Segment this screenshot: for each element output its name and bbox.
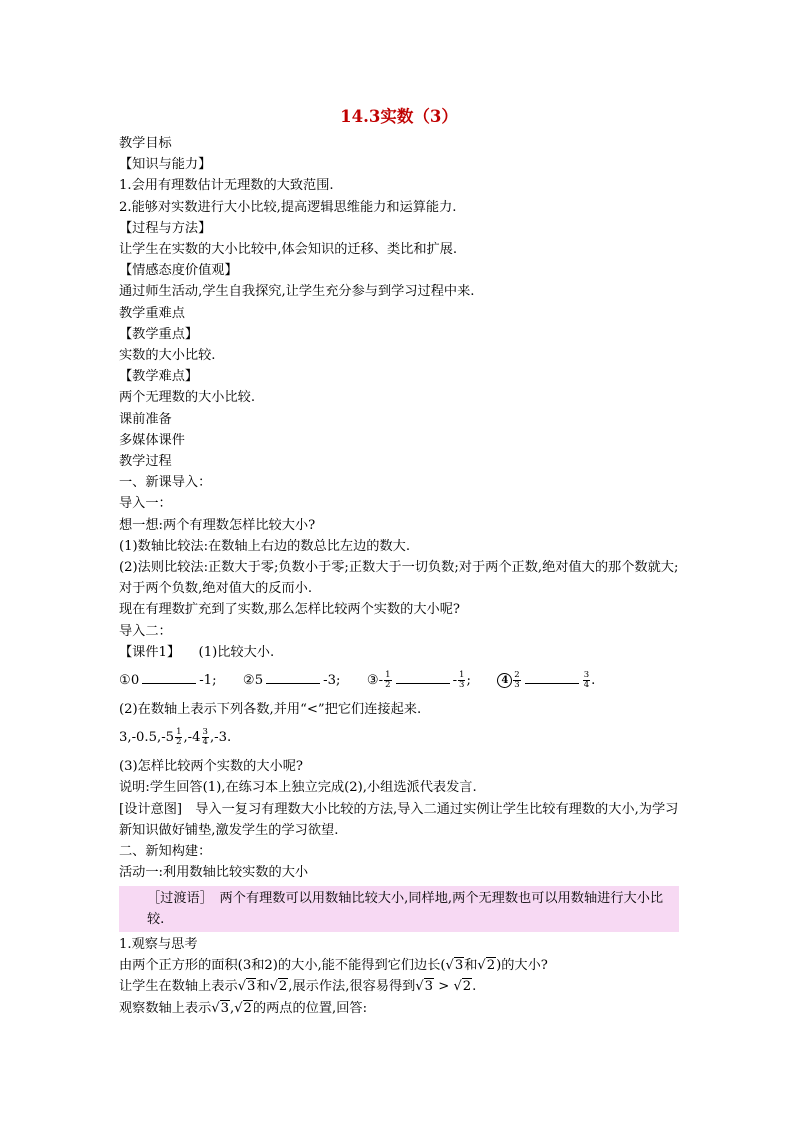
section-heading: 课前准备	[119, 411, 172, 427]
answer-blank[interactable]	[396, 671, 450, 684]
subheading: 1.观察与思考	[119, 936, 198, 952]
paragraph: 观察数轴上表示√3,√2的两点的位置,回答:	[119, 998, 679, 1019]
number-list: 3,-0.5,-5 $\frac{1}{2}$ ,-4 $\frac{3}{4}$ ,-3.	[119, 727, 232, 748]
section-heading: 教学目标	[119, 136, 172, 151]
document-page	[119, 104, 679, 1019]
activity-heading: 活动一:利用数轴比较实数的大小	[119, 865, 309, 881]
fraction: $\frac{3}{4}$	[202, 727, 208, 748]
paragraph: (3)怎样比较两个实数的大小呢?	[119, 759, 303, 775]
transition-highlight: ［过渡语］ 两个有理数可以用数轴比较大小,同样地,两个无理数也可以用数轴进行大小比较.	[119, 886, 679, 932]
fraction: $\frac{1}{3}$	[459, 670, 465, 691]
answer-blank[interactable]	[525, 671, 579, 684]
answer-blank[interactable]	[142, 671, 196, 684]
subheading: 【过程与方法】	[119, 220, 212, 236]
design-intent-paragraph: [设计意图] 导入一复习有理数大小比较的方法,导入二通过实例让学生比较有理数的大小,为学习新知识做好铺垫,激发学生的学习欲望.	[119, 801, 679, 838]
paragraph: 导入一：	[119, 496, 172, 512]
sqrt-expression: √3	[237, 979, 256, 995]
paragraph: 1.会用有理数估计无理数的大致范围.	[119, 178, 334, 194]
paragraph: 通过师生活动,学生自我探究,让学生充分参与到学习过程中来.	[119, 284, 475, 300]
paragraph: 导入二：	[119, 623, 172, 639]
fraction: $\frac{3}{4}$	[583, 670, 590, 691]
comparison-exercise: ①0 -1; ②5 -3; ③- $\frac{1}{2}$ - $\frac{1}{3}$ ; 4 $\frac{2}{3}$ $\frac{3}{4}$ .	[119, 670, 596, 691]
paragraph: (1)数轴比较法:在数轴上右边的数总比左边的数大.	[119, 538, 411, 554]
subheading: 【知识与能力】	[119, 157, 212, 173]
paragraph: 多媒体课件	[119, 432, 185, 448]
section-heading: 二、新知构建：	[119, 844, 212, 860]
section-heading: 一、新课导入：	[119, 475, 212, 491]
fraction: $\frac{2}{3}$	[514, 670, 520, 691]
paragraph: (2)在数轴上表示下列各数,并用“<”把它们连接起来.	[119, 702, 422, 718]
subheading: 【教学难点】	[119, 369, 199, 385]
paragraph: 由两个正方形的面积(3和2)的大小,能不能得到它们边长(√3和√2)的大小?	[119, 955, 679, 976]
sqrt-expression: √2	[453, 979, 472, 995]
subheading: 【情感态度价值观】	[119, 263, 238, 279]
section-heading: 教学重难点	[119, 305, 185, 321]
paragraph: (2)法则比较法:正数大于零;负数小于零;正数大于一切负数;对于两个正数,绝对值大的那个数就大;对于两个负数,绝对值大的反而小.	[119, 560, 679, 597]
paragraph: 两个无理数的大小比较.	[119, 390, 256, 406]
subheading: 【教学重点】	[119, 326, 199, 342]
fraction: $\frac{1}{2}$	[176, 727, 182, 748]
paragraph: 说明:学生回答(1),在练习本上独立完成(2),小组选派代表发言.	[119, 780, 477, 796]
paragraph: 想一想:两个有理数怎样比较大小?	[119, 517, 316, 533]
sqrt-expression: √2	[477, 958, 496, 974]
paragraph: 现在有理数扩充到了实数,那么怎样比较两个实数的大小呢?	[119, 602, 460, 618]
sqrt-expression: √3	[211, 1000, 229, 1016]
courseware-tag: 【课件1】	[119, 644, 181, 660]
paragraph: 让学生在数轴上表示√3和√2,展示作法,很容易得到√3 > √2.	[119, 976, 679, 997]
sqrt-expression: √3	[415, 979, 434, 995]
sqrt-expression: √2	[269, 979, 288, 995]
sqrt-expression: √3	[445, 958, 464, 974]
paragraph: 2.能够对实数进行大小比较,提高逻辑思维能力和运算能力.	[119, 199, 457, 215]
courseware-task: (1)比较大小.	[198, 644, 275, 660]
fraction: $\frac{1}{2}$	[385, 670, 391, 691]
section-heading: 教学过程	[119, 454, 172, 470]
sqrt-expression: √2	[234, 1000, 252, 1016]
paragraph: 实数的大小比较.	[119, 348, 216, 364]
page-title: 14.3实数（3）	[340, 107, 458, 126]
circled-number-four: 4	[497, 673, 512, 688]
courseware-label	[119, 642, 679, 663]
answer-blank[interactable]	[266, 671, 320, 684]
paragraph: 让学生在实数的大小比较中,体会知识的迁移、类比和扩展.	[119, 242, 458, 258]
